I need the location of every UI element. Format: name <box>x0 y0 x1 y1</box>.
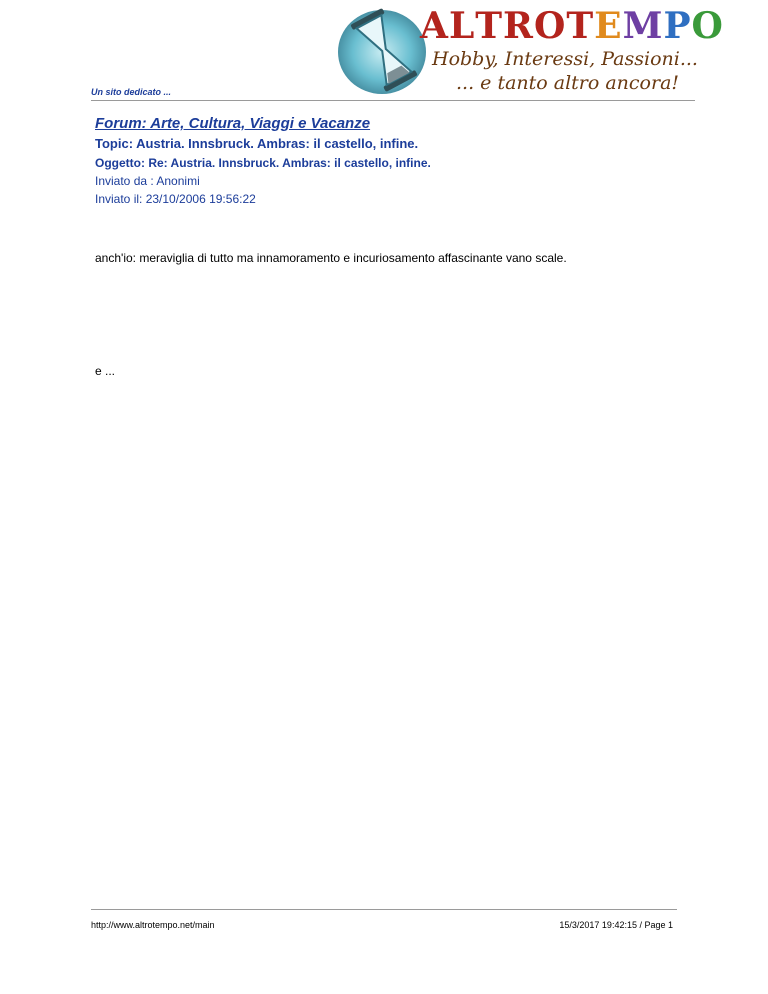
logo-slogan-line-1: Hobby, Interessi, Passioni... <box>432 48 698 70</box>
header-divider <box>91 100 695 101</box>
topic-title: Topic: Austria. Innsbruck. Ambras: il castello, infine. <box>95 136 419 151</box>
forum-link[interactable]: Forum: Arte, Cultura, Viaggi e Vacanze <box>95 115 371 132</box>
footer-page-info: 15/3/2017 19:42:15 / Page 1 <box>559 920 673 930</box>
post-date: Inviato il: 23/10/2006 19:56:22 <box>95 192 256 206</box>
logo-letter: O <box>533 5 567 47</box>
post-paragraph: anch'io: meraviglia di tutto ma innamoramento e incuriosamento affascinante vano scale. <box>95 251 567 265</box>
post-header <box>95 114 685 208</box>
logo-letter: R <box>503 5 534 47</box>
logo-letter: O <box>691 5 724 47</box>
logo-letter: M <box>622 5 664 47</box>
logo-letter: A <box>420 5 449 47</box>
post-paragraph: e ... <box>95 364 116 378</box>
logo-letter: E <box>594 5 623 47</box>
post-subject: Oggetto: Re: Austria. Innsbruck. Ambras: il castello, infine. <box>95 156 431 170</box>
logo-letter: P <box>663 5 692 47</box>
post-author: Inviato da : Anonimi <box>95 174 200 188</box>
hourglass-icon <box>336 2 432 98</box>
site-tagline: Un sito dedicato ... <box>91 87 172 97</box>
footer-divider <box>91 909 677 910</box>
logo-slogan-line-2: ... e tanto altro ancora! <box>456 72 680 94</box>
logo-letter: L <box>448 5 476 47</box>
logo-letter: T <box>475 5 504 47</box>
page-header <box>91 0 724 101</box>
footer-url-link[interactable]: http://www.altrotempo.net/main <box>91 920 215 930</box>
logo-letter: T <box>566 5 595 47</box>
logo-wordmark <box>420 6 724 46</box>
altrotempo-logo[interactable] <box>336 2 724 98</box>
